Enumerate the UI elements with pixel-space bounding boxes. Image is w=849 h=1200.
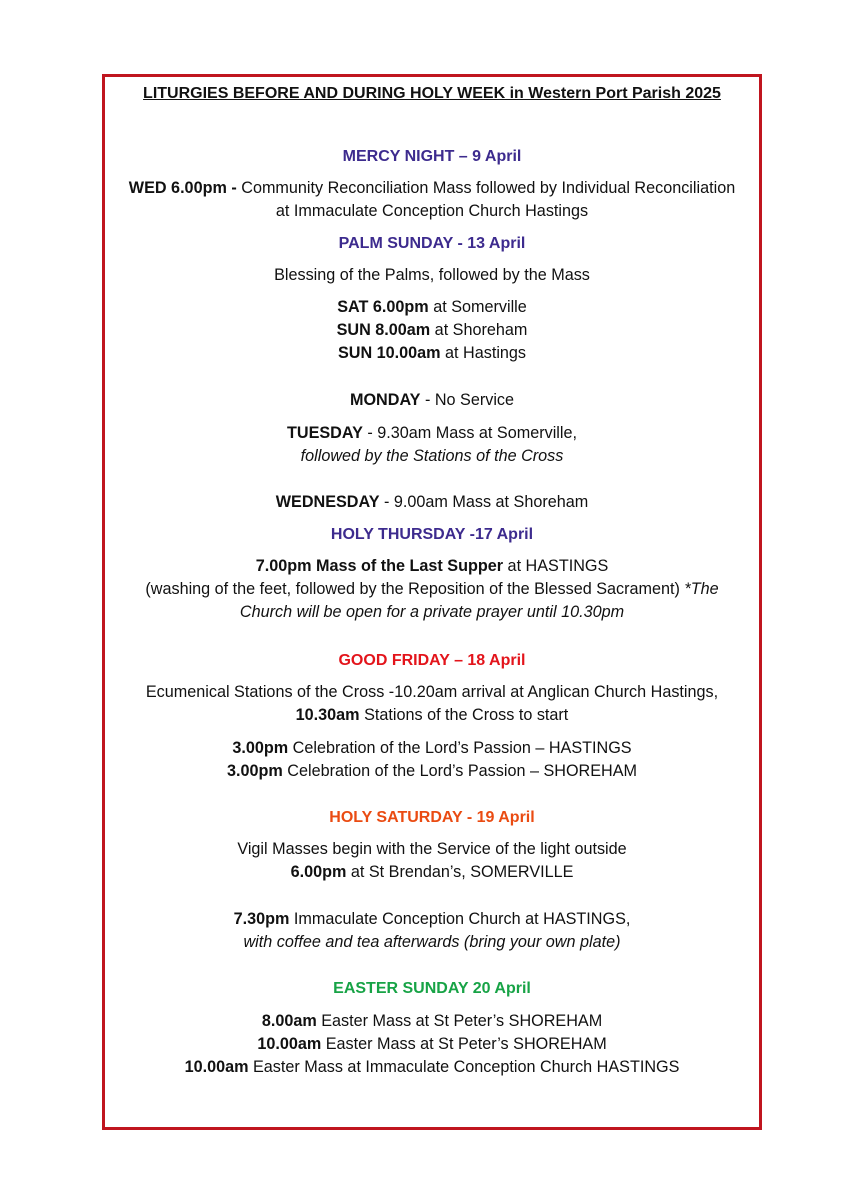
wednesday-day: WEDNESDAY [275,493,380,511]
palm-mass-row [102,321,762,340]
good-friday-heading: GOOD FRIDAY – 18 April [338,652,526,669]
friday-stations-time: 10.30am [295,706,360,724]
monday-text: - No Service [420,391,515,409]
thursday-line-3: Church will be open for a private prayer until 10.30pm [239,603,625,621]
palm-mass-time: SAT 6.00pm [337,298,429,316]
easter-mass-row [102,1035,762,1054]
monday-line [102,391,762,410]
saturday-line-2 [102,863,762,882]
tuesday-text: - 9.30am Mass at Somerville, [362,424,577,442]
passion-time: 3.00pm [227,762,283,780]
easter-mass-time: 10.00am [184,1058,249,1076]
easter-mass-time: 8.00am [261,1012,317,1030]
passion-text: Celebration of the Lord’s Passion – SHOREHAM [282,762,637,780]
palm-mass-time: SUN 8.00am [336,321,431,339]
friday-line-1: Ecumenical Stations of the Cross -10.20am arrival at Anglican Church Hastings, [145,683,719,701]
saturday-line-3 [102,910,762,929]
mercy-line-1 [102,179,762,198]
palm-mass-time: SUN 10.00am [337,344,441,362]
passion-text: Celebration of the Lord’s Passion – HASTINGS [288,739,632,757]
palm-mass-place: at Hastings [440,344,527,362]
tuesday-note: followed by the Stations of the Cross [300,447,564,465]
palm-intro: Blessing of the Palms, followed by the Mass [274,266,590,284]
page-title: LITURGIES BEFORE AND DURING HOLY WEEK in Western Port Parish 2025 [143,85,721,102]
easter-mass-text: Easter Mass at St Peter’s SHOREHAM [316,1012,603,1030]
mercy-line-2: at Immaculate Conception Church Hastings [275,202,589,220]
saturday-line-1: Vigil Masses begin with the Service of the light outside [237,840,627,858]
saturday-line-4: with coffee and tea afterwards (bring your own plate) [243,933,621,951]
tuesday-day: TUESDAY [287,424,363,442]
friday-line-2 [102,706,762,725]
easter-sunday-heading: EASTER SUNDAY 20 April [333,980,531,997]
palm-mass-place: at Shoreham [430,321,528,339]
palm-mass-place: at Somerville [428,298,527,316]
easter-mass-row [102,1058,762,1077]
thursday-washing: (washing of the feet, followed by the Reposition of the Blessed Sacrament) [145,580,685,598]
mercy-text: Community Reconciliation Mass followed by Individual Reconciliation [236,179,736,197]
mercy-time: WED 6.00pm - [128,179,237,197]
easter-mass-text: Easter Mass at Immaculate Conception Church HASTINGS [248,1058,680,1076]
palm-mass-row [102,298,762,317]
palm-mass-row [102,344,762,363]
passion-row [102,739,762,758]
saturday-hastings-time: 7.30pm [233,910,290,928]
tuesday-line [102,424,762,443]
passion-time: 3.00pm [232,739,289,757]
wednesday-text: - 9.00am Mass at Shoreham [379,493,589,511]
passion-row [102,762,762,781]
thursday-note-start: *The [684,580,719,598]
thursday-place: at HASTINGS [503,557,609,575]
easter-mass-time: 10.00am [257,1035,322,1053]
easter-mass-row [102,1012,762,1031]
saturday-vigil-place: at St Brendan’s, SOMERVILLE [346,863,574,881]
holy-thursday-heading: HOLY THURSDAY -17 April [330,526,534,543]
page-border [102,74,762,1130]
thursday-mass: 7.00pm Mass of the Last Supper [255,557,504,575]
friday-stations-text: Stations of the Cross to start [359,706,569,724]
wednesday-line [102,493,762,512]
monday-day: MONDAY [349,391,421,409]
thursday-line-1 [102,557,762,576]
mercy-night-heading: MERCY NIGHT – 9 April [342,148,522,165]
palm-sunday-heading: PALM SUNDAY - 13 April [338,235,526,252]
saturday-vigil-time: 6.00pm [290,863,347,881]
holy-saturday-heading: HOLY SATURDAY - 19 April [329,809,535,826]
saturday-hastings-place: Immaculate Conception Church at HASTINGS, [289,910,631,928]
thursday-line-2 [102,580,762,599]
easter-mass-text: Easter Mass at St Peter’s SHOREHAM [321,1035,607,1053]
